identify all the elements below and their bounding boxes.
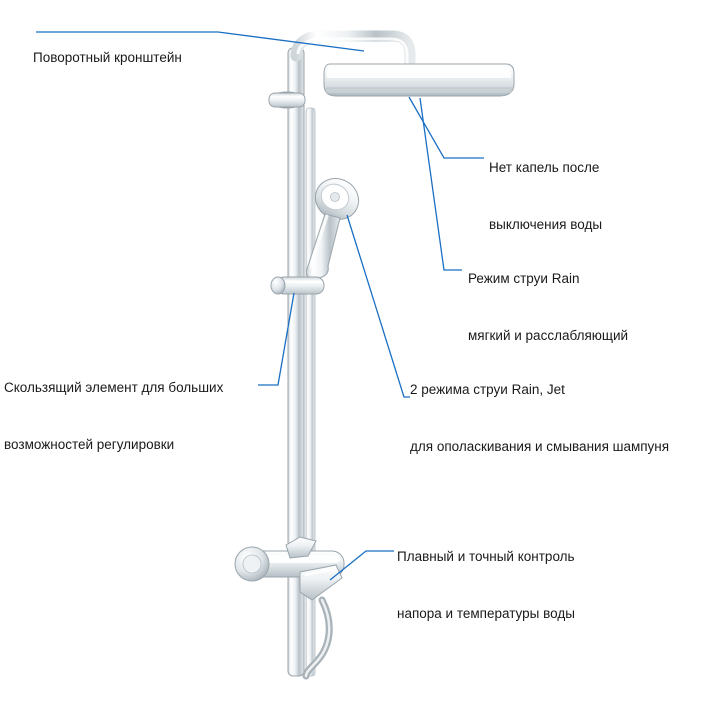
leader-no-drip bbox=[409, 97, 484, 158]
callout-line: Нет капель после bbox=[489, 160, 600, 175]
leader-lines bbox=[36, 32, 484, 580]
callout-line: для ополаскивания и смывания шампуня bbox=[410, 439, 670, 454]
callout-line: возможностей регулировки bbox=[4, 437, 175, 452]
callout-swivel-bracket bbox=[33, 10, 182, 105]
leader-rain-spray bbox=[420, 98, 462, 270]
rain-shower-head bbox=[324, 64, 514, 96]
callout-line: Скользящий элемент для больших bbox=[4, 380, 224, 395]
slider-element bbox=[271, 277, 324, 294]
callout-sliding-element bbox=[4, 340, 223, 492]
callout-line: напора и температуры воды bbox=[397, 606, 575, 621]
callout-line: Поворотный кронштейн bbox=[33, 50, 182, 65]
leader-two-modes bbox=[347, 215, 410, 397]
callout-smooth-control bbox=[397, 509, 575, 661]
callout-line: выключения воды bbox=[489, 217, 603, 232]
callout-line: 2 режима струи Rain, Jet bbox=[410, 382, 565, 397]
callout-line: Режим струи Rain bbox=[468, 271, 580, 286]
hand-shower bbox=[307, 171, 366, 279]
callout-two-spray-modes bbox=[410, 342, 669, 494]
callout-line: мягкий и расслабляющий bbox=[468, 328, 629, 343]
callout-line: Плавный и точный контроль bbox=[397, 549, 575, 564]
